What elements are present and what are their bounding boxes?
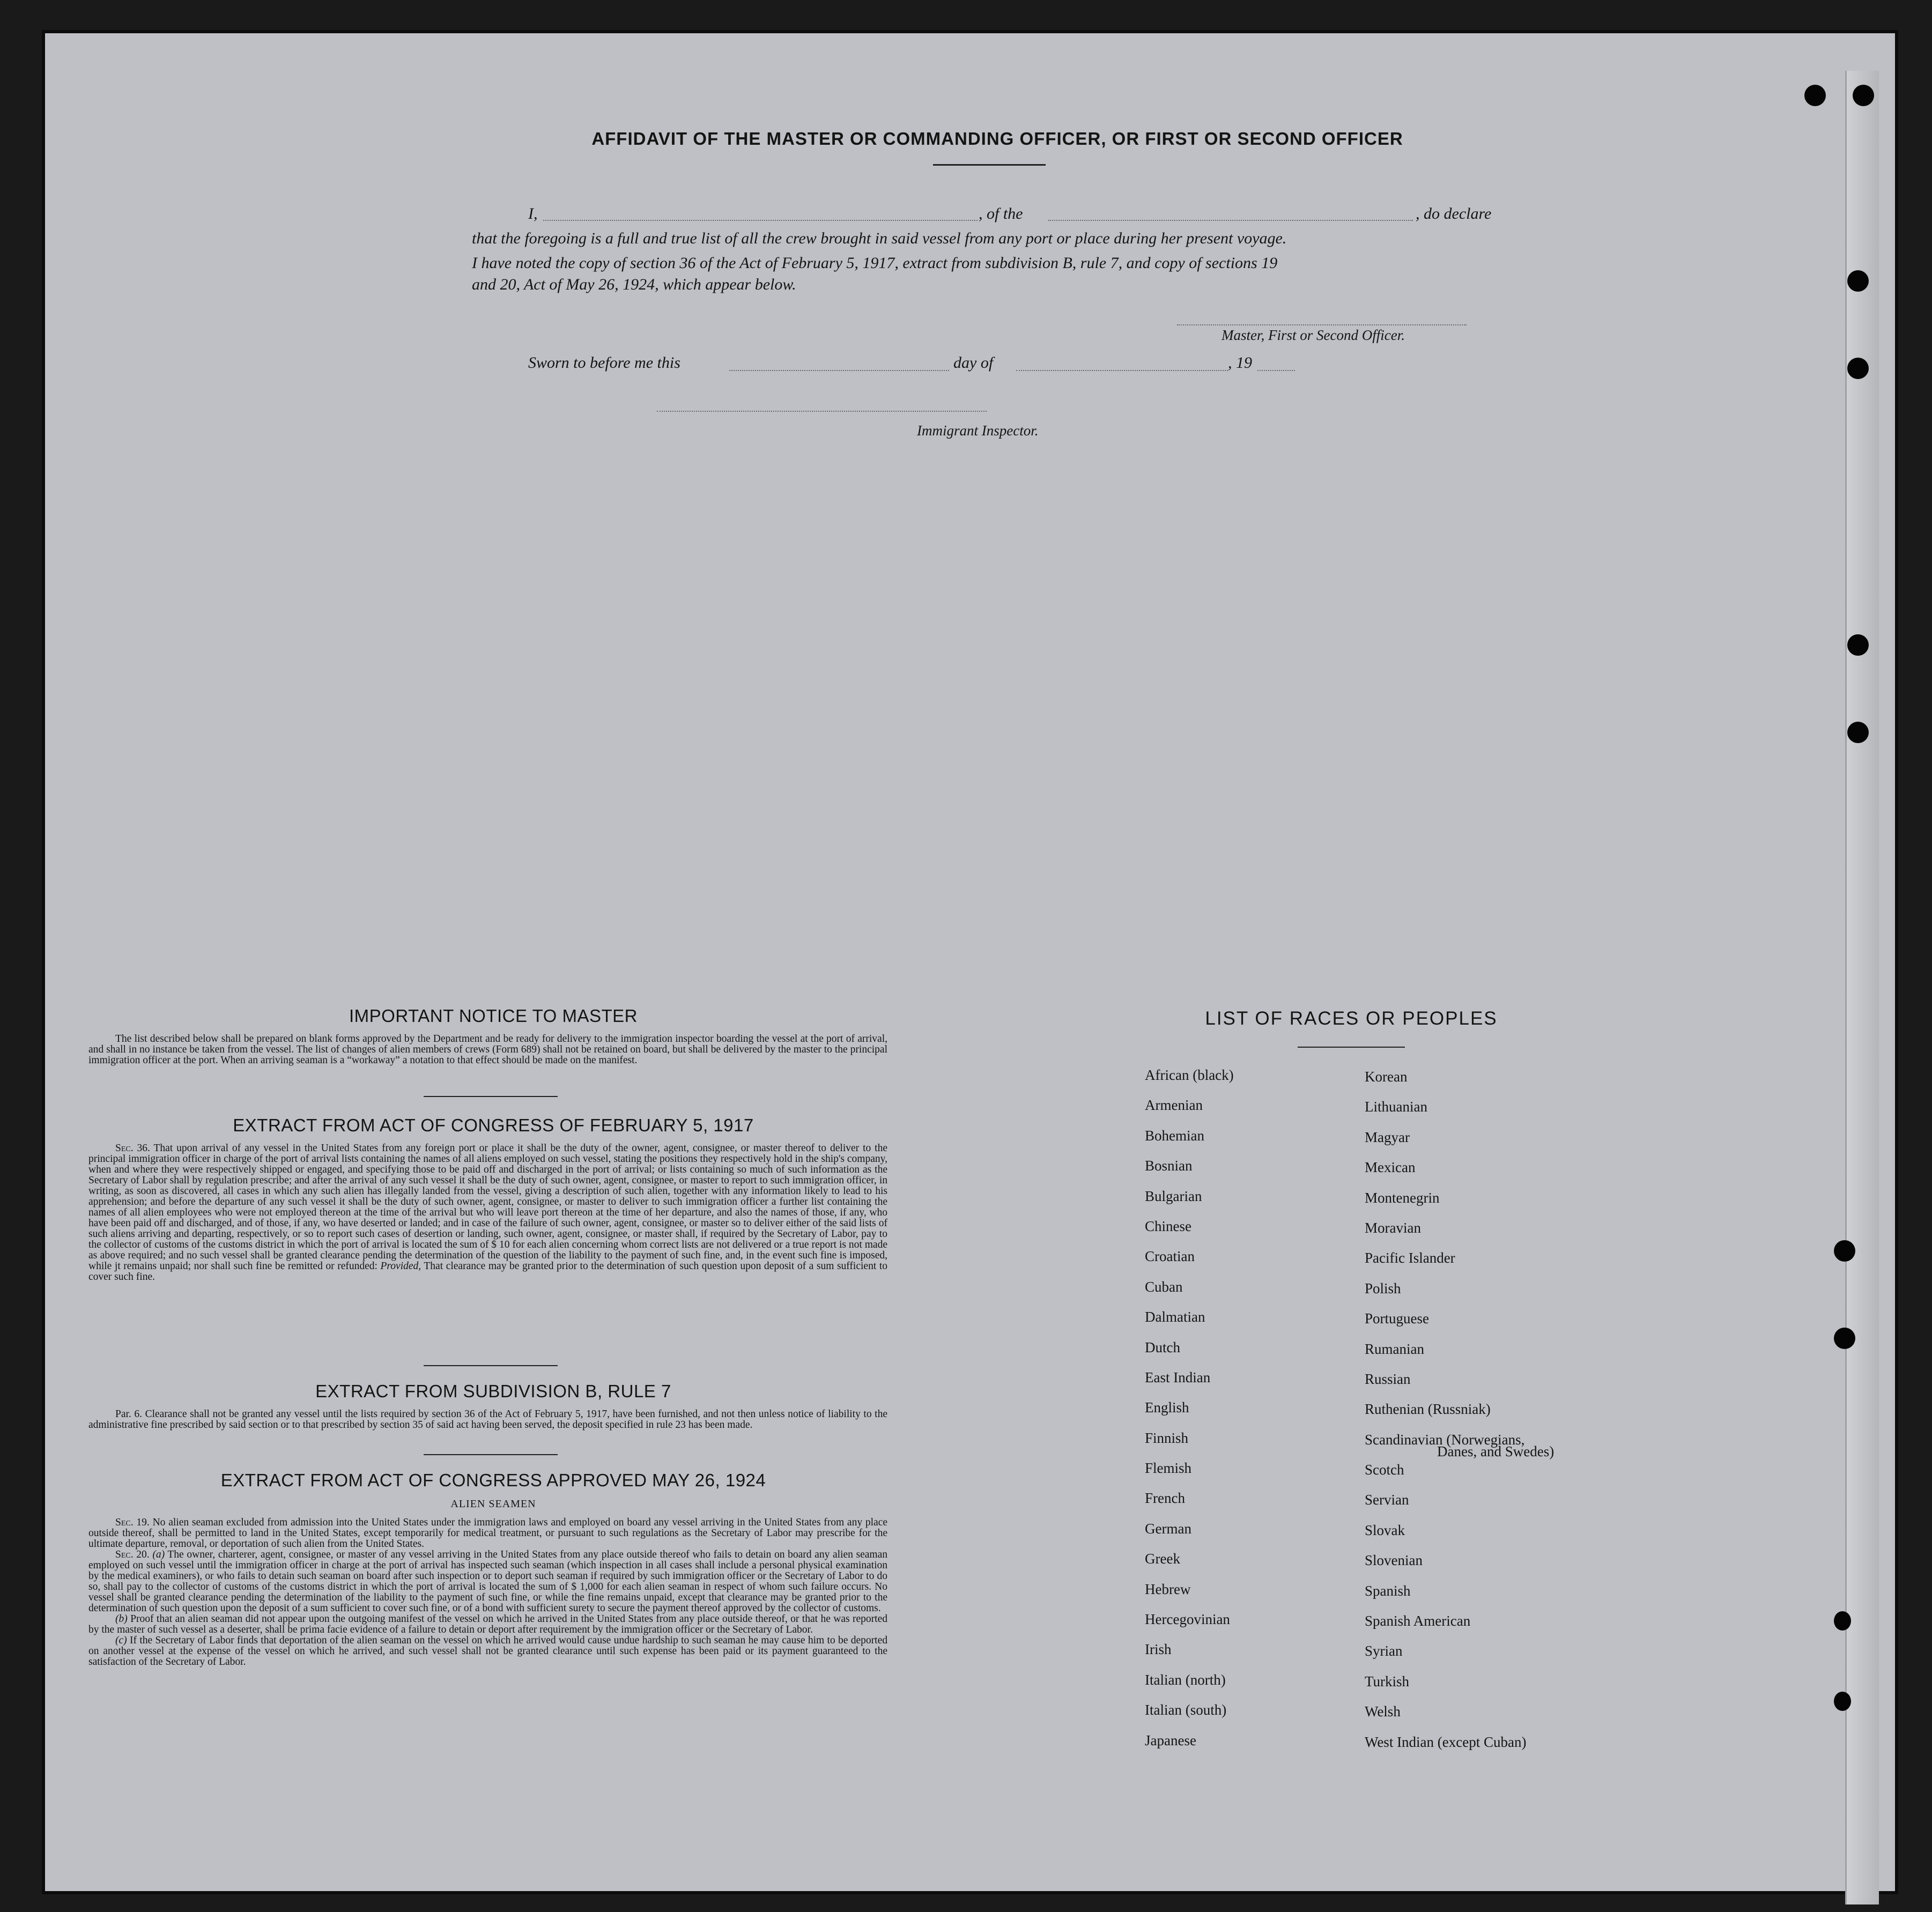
binder-hole [1847,358,1869,379]
year-label: , 19 [1228,354,1252,372]
inspector-label: Immigrant Inspector. [917,423,1039,439]
race-item: Portuguese [1365,1310,1429,1327]
binder-hole [1853,85,1874,106]
notice-title: IMPORTANT NOTICE TO MASTER [349,1006,638,1026]
race-item: Korean [1365,1069,1408,1085]
race-item: Lithuanian [1365,1099,1427,1115]
sec-36-body: That upon arrival of any vessel in the United States from any foreign port or place it shall be the duty of the owner, agent, consignee, or master thereof to deliver to the principal immigration officer in charge of the port of arrival lists containing the names of all aliens employed on such vessel, stating the positions they respectively hold in the ship's company, when and where they were respectively shipped or engaged, and specifying those to be paid off and discharged in the port of arrival; or lists containing so much of such information as the Secretary of Labor shall by regulation prescribe; and after the arrival of any such vessel it shall be the duty of such owner, agent, consignee, or master to report to such immigration officer, in writing, as soon as discovered, all cases in which any such alien has illegally landed from the vessel, giving a description of such alien, together with any information likely to lead to his apprehension; and before the departure of any such vessel it shall be the duty of such owner, agent, consignee, or master to deliver to such immigration officer a further list containing the names of all alien employees who were not employed thereon at the time of the arrival but who will leave port thereon at the time of her departure, and also the names of those, if any, who have been paid off and discharged, and of those, if any, wo have deserted or landed; and in case of the failure of such owner, agent, consignee, or master so to deliver either of the said lists of such aliens arriving and departing, respectively, or so to report such cases of desertion or landing, such owner, agent, consignee, or master shall, if required by the Secretary of Labor, pay to the collector of customs of the customs district in which the port of arrival is located the sum of $ 10 for each alien concerning whom correct lists are not delivered or a true report is not made as above required; and no such vessel shall be granted clearance pending the determination of the question of the liability to the payment of such fine, and, in the event such fine is imposed, while jt remains unpaid; nor shall such fine be remitted or refunded: [88,1143,887,1272]
race-item: German [1145,1520,1191,1537]
race-item: Moravian [1365,1219,1421,1236]
extract-1917-title: EXTRACT FROM ACT OF CONGRESS OF FEBRUARY 5, 1917 [233,1115,754,1135]
race-item: Japanese [1145,1732,1196,1748]
binder-hole [1834,1611,1851,1631]
race-item: Welsh [1365,1703,1401,1720]
race-item: English [1145,1399,1189,1416]
race-item: Slovak [1365,1522,1405,1538]
race-item: Greek [1145,1551,1180,1567]
provided-label: Provided, [380,1261,421,1272]
do-declare-label: , do declare [1416,205,1492,223]
race-item: Scotch [1365,1462,1404,1478]
sworn-label: Sworn to before me this [528,354,680,372]
race-item: Spanish American [1365,1613,1471,1629]
race-item: Chinese [1145,1218,1191,1234]
sec-19-paragraph [88,1517,887,1550]
races-title: LIST OF RACES OR PEOPLES [1205,1008,1498,1029]
rule7-body: Par. 6. Clearance shall not be granted any vessel until the lists required by section 36 of the Act of February 5, 1917, have been furnished, and not then unless notice of liability to the administrative fine prescribed by said section or to that prescribed by section 35 of said act having been served, the deposit specified in rule 23 has been made. [88,1409,887,1431]
race-item: Magyar [1365,1129,1410,1145]
race-item [1365,1425,1555,1459]
race-item: Bulgarian [1145,1188,1202,1204]
rule7-title: EXTRACT FROM SUBDIVISION B, RULE 7 [315,1381,671,1401]
race-item: Dalmatian [1145,1309,1205,1325]
notice-body: The list described below shall be prepared on blank forms approved by the Department and be ready for delivery to the immigration inspector boarding the vessel at the port of arrival, and shall in no instance be taken from the vessel. The list of changes of alien members of crews (Form 689) shall not be retained on board, but shall be delivered by the master to the principal immigration officer at the port. When an arriving seaman is a “workaway” a notation to that effect should be made on the manifest. [88,1033,887,1066]
sworn-day-line[interactable] [729,370,949,371]
sec-20a-label: (a) [152,1549,165,1560]
extract-1917-text [88,1143,887,1283]
sworn-year-line[interactable] [1257,370,1295,371]
rule7-text [88,1409,887,1431]
notice-text [88,1034,887,1066]
binder-hole [1847,270,1869,292]
race-item: Polish [1365,1280,1401,1296]
sworn-month-line[interactable] [1016,370,1228,371]
notice-rule [424,1096,558,1097]
race-item: Hebrew [1145,1581,1191,1597]
race-item: Pacific Islander [1365,1250,1455,1266]
race-item: Italian (north) [1145,1671,1226,1688]
race-item: Dutch [1145,1339,1180,1355]
race-item: Turkish [1365,1673,1410,1689]
race-item: Montenegrin [1365,1189,1440,1206]
day-of-label: day of [953,354,994,372]
affidavit-body-line: that the foregoing is a full and true list of all the crew brought in said vessel from any port or place during her present voyage. [472,229,1287,247]
extract-1917-rule [424,1365,558,1366]
binder-hole [1847,722,1869,743]
race-item: Russian [1365,1370,1411,1387]
race-item: Ruthenian (Russniak) [1365,1401,1491,1418]
race-item: Hercegovinian [1145,1611,1230,1628]
races-title-rule [1298,1047,1405,1048]
sec-20a-paragraph [88,1550,887,1614]
race-item: East Indian [1145,1369,1211,1385]
races-column-2 [1365,1062,1555,1757]
extract-1924-title: EXTRACT FROM ACT OF CONGRESS APPROVED MAY 26, 1924 [220,1470,766,1490]
race-item: Cuban [1145,1278,1183,1295]
declarant-label: I, [528,205,538,223]
sec-20c-label: (c) [115,1635,127,1646]
binder-hole [1804,85,1826,106]
binder-hole [1847,634,1869,656]
race-item: Armenian [1145,1097,1203,1114]
of-the-label: , of the [979,205,1023,223]
race-item: West Indian (except Cuban) [1365,1733,1527,1750]
sec-36-body-end: That clearance may be granted prior to the determination of such question upon deposit of a sum sufficient to cover such fine. [88,1261,887,1283]
race-item: Irish [1145,1641,1172,1658]
inspector-signature-line[interactable] [657,411,987,412]
race-item: Finnish [1145,1429,1189,1446]
race-item: Bosnian [1145,1158,1193,1174]
affidavit-title-rule [933,164,1046,166]
sec-20b-paragraph [88,1614,887,1635]
race-item: Croatian [1145,1248,1195,1265]
race-item: Italian (south) [1145,1702,1227,1718]
master-signature-label: Master, First or Second Officer. [1222,327,1405,343]
race-item-scandinavian: Scandinavian (Norwegians, [1365,1431,1525,1448]
binder-hole [1834,1240,1855,1262]
race-item: Rumanian [1365,1340,1424,1357]
binder-hole [1834,1692,1851,1711]
sec-19-label: Sec. 19. [115,1517,150,1528]
rule7-rule [424,1454,558,1455]
extract-1924-text [88,1517,887,1668]
sec-20b-label: (b) [115,1613,128,1625]
sec-20a-body: The owner, charterer, agent, consignee, or master of any vessel arriving in the United States from any place outside thereof who fails to detain on board any alien seaman employed on such vessel until the immigration officer in charge at the port of arrival has inspected such seaman (which inspection in all cases shall include a personal physical examination by the medical examiners), or who fails to detain such seaman on board after such inspection or to deport such seaman if required by such immigration officer or the Secretary of Labor to do so, shall pay to the collector of customs of the customs district in which the port of arrival is located the sum of $ 1,000 for each alien seaman in respect of whom such failure occurs. No vessel shall be granted clearance pending the determination of the liability to the payment of such fine, or while the fine remains unpaid, except that clearance may be granted prior to the determination of such question upon the deposit of a sum sufficient to cover such fine, or of a bond with sufficient surety to secure the payment thereof approved by the collector of customs. [88,1549,888,1614]
race-item: African (black) [1145,1067,1234,1083]
sec-36-label: Sec. 36. [115,1143,150,1154]
binder-hole [1834,1328,1855,1349]
affidavit-body-line: and 20, Act of May 26, 1924, which appear below. [472,276,796,293]
race-item: Bohemian [1145,1127,1204,1144]
race-item: French [1145,1490,1185,1507]
race-item: Flemish [1145,1460,1192,1477]
race-item: Servian [1365,1492,1409,1508]
declarant-name-line[interactable] [543,220,978,221]
race-item: Syrian [1365,1643,1403,1659]
race-item: Slovenian [1365,1552,1423,1569]
race-item: Mexican [1365,1159,1416,1176]
page-edge [1845,71,1879,1904]
races-column-1 [1145,1060,1234,1755]
affidavit-title: AFFIDAVIT OF THE MASTER OR COMMANDING OFFICER, OR FIRST OR SECOND OFFICER [591,129,1403,149]
sec-20c-paragraph [88,1635,887,1668]
sec-20b-body: Proof that an alien seaman did not appear upon the outgoing manifest of the vessel on which he arrived in the United States from any place outside thereof, or that he was reported by the master of such vessel as a deserter, shall be prima facie evidence of a failure to detain or deport after requirement by the immigration officer or the Secretary of Labor. [88,1613,888,1635]
alien-seamen-subtitle: ALIEN SEAMEN [450,1498,536,1510]
race-item: Spanish [1365,1582,1411,1599]
race-item-continuation: Danes, and Swedes) [1437,1443,1555,1459]
sec-19-body: No alien seaman excluded from admission into the United States under the immigration laws and employed on board any vessel arriving in the United States from any place outside thereof, shall be permitted to land in the United States, except temporarily for medical treatment, or pursuant to such regulations as the Secretary of Labor may prescribe for the ultimate departure, removal, or deportation of such alien from the United States. [88,1517,887,1550]
affidavit-body-line: I have noted the copy of section 36 of the Act of February 5, 1917, extract from subdivision B, rule 7, and copy of sections 19 [472,254,1278,272]
sec-20-label: Sec. 20. [115,1549,150,1560]
vessel-name-line[interactable] [1048,220,1413,221]
sec-20c-body: If the Secretary of Labor finds that deportation of the alien seaman on the vessel on which he arrived would cause undue hardship to such seaman he may cause him to be deported on another vessel at the expense of the vessel on which he arrived, and such vessel shall not be granted clearance until such expense has been paid or its payment guaranteed to the satisfaction of the Secretary of Labor. [88,1635,887,1668]
